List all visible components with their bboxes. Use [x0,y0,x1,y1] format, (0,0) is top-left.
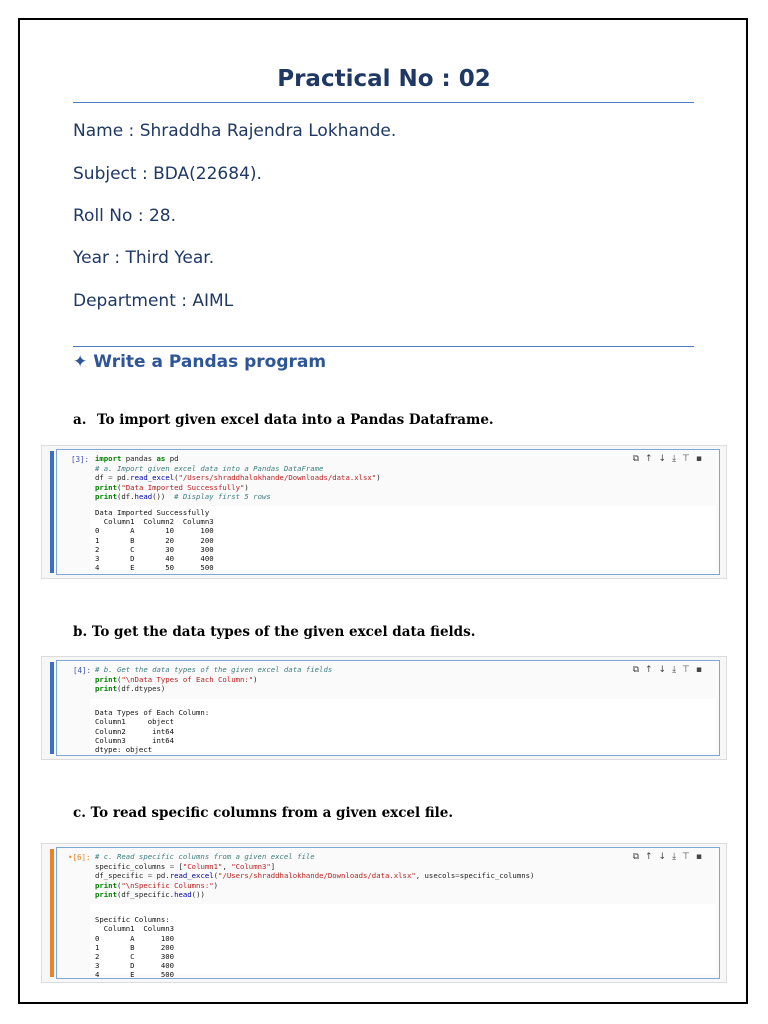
code-input[interactable]: import pandas as pd # a. Import given excel data into a Pandas DataFrame df = pd.read_excel("/Users/shraddhalokhande/Downloads/data.xlsx") print("Data Imported Successfully") print(df.head()) # Display first 5 rows [95,454,381,502]
notebook-cell[interactable] [42,446,726,578]
task-letter: a. [73,412,87,428]
cell-toolbar[interactable]: ⧉↑↓⤓⊤▪ [632,665,708,675]
student-name: Name : Shraddha Rajendra Lokhande. [73,121,397,141]
year: Year : Third Year. [73,248,215,268]
task-text: To get the data types of the given excel data fields. [91,624,476,640]
notebook-cell[interactable] [42,844,726,982]
task-a [73,412,494,428]
section-heading-text: Write a Pandas program [93,352,327,372]
four-pointed-star-icon: ✦ [73,352,88,372]
notebook-cell[interactable] [42,657,726,759]
section-heading [73,352,326,372]
roll-number: Roll No : 28. [73,206,176,226]
cell-active-bar [50,662,54,754]
page-title: Practical No : 02 [277,66,491,92]
task-text: To read specific columns from a given excel file. [90,805,454,821]
cell-prompt: [4]: [73,666,92,675]
title-rule [73,102,694,103]
task-letter: c. [73,805,86,821]
cell-toolbar[interactable]: ⧉↑↓⤓⊤▪ [632,852,708,862]
output-area [90,904,716,974]
department: Department : AIML [73,291,234,311]
code-input[interactable]: # b. Get the data types of the given excel data fields print("\nData Types of Each Column:") print(df.dtypes) [95,665,333,694]
cell-toolbar[interactable]: ⧉↑↓⤓⊤▪ [632,454,708,464]
task-text: To import given excel data into a Pandas Dataframe. [97,412,494,428]
cell-active-bar [50,451,54,573]
cell-output: Specific Columns: Column1 Column3 0 A 100 1 B 200 2 C 300 3 D 400 4 E 500 [95,915,175,980]
code-input[interactable]: # c. Read specific columns from a given excel file specific_columns = ["Column1", "Column3"] df_specific = pd.read_excel("/Users/shraddhalokhande/Downloads/data.xlsx", usecols=specific_columns) print("\nSpecific Columns:") print(df_specific.head()) [95,852,535,900]
cell-prompt: •[6]: [68,853,91,862]
cell-active-bar [50,849,54,977]
cell-output: Data Types of Each Column: Column1 object Column2 int64 Column3 int64 dtype: object [95,708,210,755]
section-rule [73,346,694,347]
task-c [73,805,453,821]
task-letter: b. [73,624,88,640]
cell-output: Data Imported Successfully Column1 Column2 Column3 0 A 10 100 1 B 20 200 2 C 30 300 3 D 40 400 4 E 50 500 [95,508,214,573]
task-b [73,624,475,640]
cell-prompt: [3]: [71,455,90,464]
subject: Subject : BDA(22684). [73,164,262,184]
